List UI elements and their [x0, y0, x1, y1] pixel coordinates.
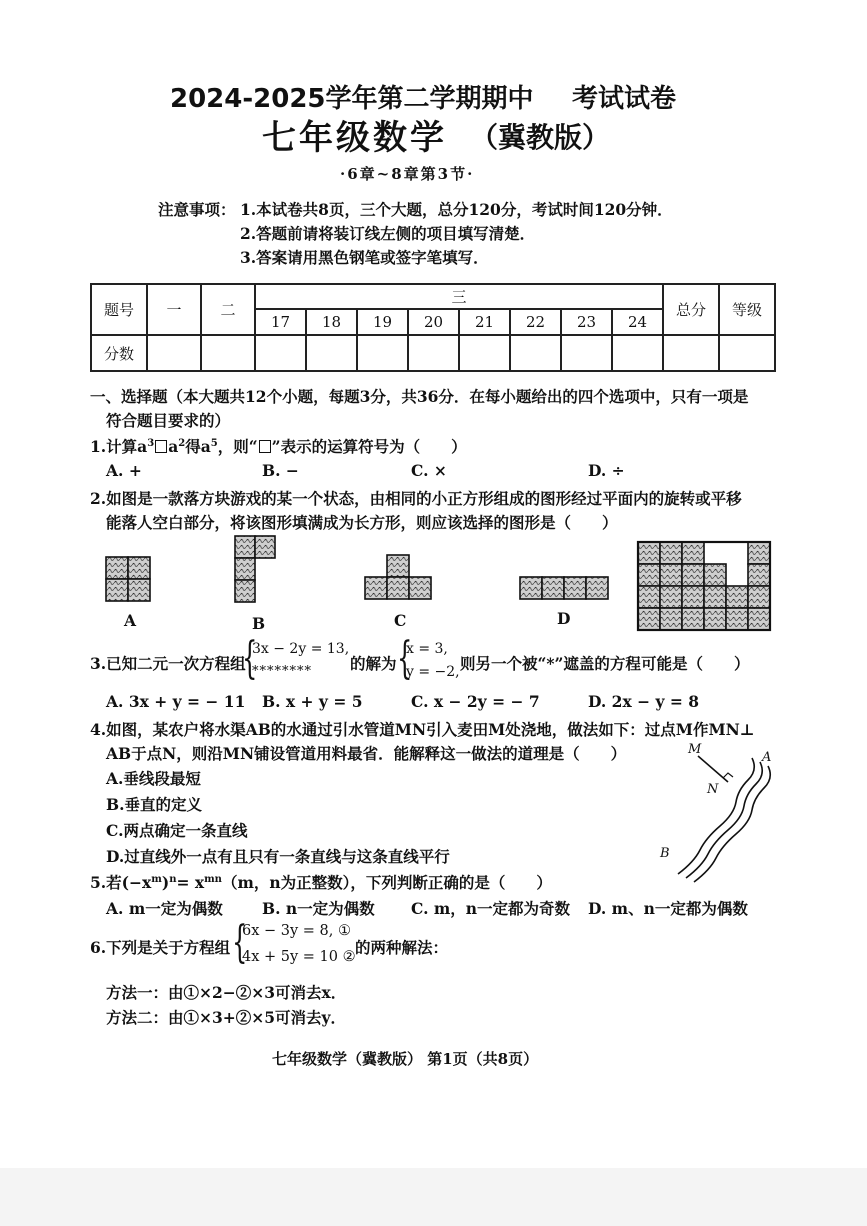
q5-option-b[interactable]: B. n一定为偶数: [262, 899, 375, 918]
col-q21: 21: [459, 309, 510, 335]
col-q23: 23: [561, 309, 612, 335]
shape-d-label: D: [557, 609, 571, 628]
q3-option-a[interactable]: A. 3x + y = − 11: [106, 692, 246, 711]
col-q20: 20: [408, 309, 459, 335]
score-cell[interactable]: [201, 335, 255, 371]
shape-a-label: A: [124, 611, 137, 630]
col-total: 总分: [663, 284, 719, 335]
notes-label: 注意事项：: [158, 200, 236, 219]
shape-d-figure[interactable]: [520, 577, 608, 599]
section1-title: 一、选择题（本大题共12个小题，每题3分，共36分．在每小题给出的四个选项中，只有一项是: [90, 387, 749, 406]
note-item-1: 1.本试卷共8页，三个大题，总分120分，考试时间120分钟．: [240, 200, 673, 219]
square-placeholder-icon: [155, 440, 167, 453]
q3-stem: 3.已知二元一次方程组: [90, 654, 246, 673]
exam-scope: ·6章~8章第3节·: [340, 165, 475, 183]
q4-option-a[interactable]: A.垂线段最短: [106, 769, 201, 788]
shape-b-figure[interactable]: [235, 536, 275, 602]
brace-icon: {: [242, 633, 258, 684]
score-cell[interactable]: [408, 335, 459, 371]
q4-option-b[interactable]: B.垂直的定义: [106, 795, 202, 814]
q1-stem: 1.计算$a^3$ $a^2$得$a^5$，则“ ”表示的运算符号为（ ）: [90, 437, 467, 456]
q2-figures: [90, 532, 790, 642]
q3-option-c[interactable]: C. x − 2y = − 7: [411, 692, 540, 711]
col-q18: 18: [306, 309, 357, 335]
q3-eq2-masked: ********: [252, 664, 312, 679]
exam-subject: 七年级数学: [262, 118, 447, 158]
bottom-margin: [0, 1168, 867, 1226]
row-label-score: 分数: [91, 335, 147, 371]
score-cell[interactable]: [719, 335, 775, 371]
q4-stem-line1: 4.如图，某农户将水渠AB的水通过引水管道MN引入麦田M处浇地，做法如下：过点M作MN⊥: [90, 720, 755, 739]
q6-eq2: 4x + 5y = 10 ②: [242, 949, 356, 965]
section1-title-cont: 符合题目要求的）: [106, 411, 231, 430]
q4-canal-figure: [640, 740, 800, 890]
score-cell[interactable]: [663, 335, 719, 371]
shape-c-label: C: [394, 611, 407, 630]
col-grade: 等级: [719, 284, 775, 335]
score-cell[interactable]: [612, 335, 663, 371]
q3-sol2: y = −2,: [406, 664, 460, 680]
shape-b-label: B: [252, 614, 266, 633]
q6-method2: 方法二：由①×3+②×5可消去y．: [106, 1008, 347, 1027]
fig-label-a: A: [762, 750, 772, 765]
game-board-figure: [638, 542, 770, 630]
q6-method1: 方法一：由①×2−②×3可消去x．: [106, 983, 347, 1002]
q3-option-d[interactable]: D. 2x − y = 8: [588, 692, 700, 711]
score-cell[interactable]: [459, 335, 510, 371]
col-part-one: 一: [147, 284, 201, 335]
row-label-question: 题号: [91, 284, 147, 335]
q5-option-a[interactable]: A. m一定为偶数: [106, 899, 223, 918]
q4-option-c[interactable]: C.两点确定一条直线: [106, 821, 248, 840]
col-part-three: 三: [255, 284, 663, 309]
q3-option-b[interactable]: B. x + y = 5: [262, 692, 363, 711]
q6-stem: 6.下列是关于方程组: [90, 938, 231, 957]
exam-title-line1: 2024-2025学年第二学期期中: [170, 84, 534, 114]
q1-option-a[interactable]: A. +: [106, 461, 142, 480]
page-footer: 七年级数学（冀教版） 第1页（共8页）: [272, 1050, 539, 1068]
note-item-2: 2.答题前请将装订线左侧的项目填写清楚．: [240, 224, 536, 243]
q4-stem-line2: AB于点N，则沿MN铺设管道用料最省．能解释这一做法的道理是（ ）: [106, 744, 627, 763]
exam-edition: （冀教版）: [470, 121, 611, 154]
col-q19: 19: [357, 309, 408, 335]
q6-eq1: 6x − 3y = 8, ①: [242, 923, 351, 939]
score-cell[interactable]: [147, 335, 201, 371]
square-placeholder-icon: [259, 440, 271, 453]
shape-a-figure[interactable]: [106, 557, 150, 601]
score-cell[interactable]: [561, 335, 612, 371]
q4-option-d[interactable]: D.过直线外一点有且只有一条直线与这条直线平行: [106, 847, 450, 866]
q5-stem: 5.若$(-x^m)^n= x^{mn}(m$，n为正整数），下列判断正确的是（ ）: [90, 873, 552, 892]
q1-option-c[interactable]: C. ×: [411, 461, 447, 480]
col-q22: 22: [510, 309, 561, 335]
q5-option-d[interactable]: D. m、n一定都为偶数: [588, 899, 748, 918]
q1-option-d[interactable]: D. ÷: [588, 461, 625, 480]
q6-tail: 的两种解法：: [355, 938, 449, 957]
shape-c-figure[interactable]: [365, 555, 431, 599]
exam-title-line1-suffix: 考试试卷: [572, 84, 677, 114]
note-item-3: 3.答案请用黑色钢笔或签字笔填写．: [240, 248, 489, 267]
score-cell[interactable]: [357, 335, 408, 371]
fig-label-n: N: [707, 782, 719, 797]
col-part-two: 二: [201, 284, 255, 335]
q3-eq1: 3x − 2y = 13,: [252, 641, 350, 657]
fig-label-m: M: [688, 742, 702, 757]
q2-stem-line1: 2.如图是一款落方块游戏的某一个状态，由相同的小正方形组成的图形经过平面内的旋转或平移: [90, 489, 742, 508]
score-table: [90, 283, 776, 372]
q1-option-b[interactable]: B. −: [262, 461, 299, 480]
score-cell[interactable]: [255, 335, 306, 371]
q2-stem-line2: 能落人空白部分，将该图形填满成为长方形，则应该选择的图形是（ ）: [106, 513, 618, 532]
q5-option-c[interactable]: C. m，n一定都为奇数: [411, 899, 571, 918]
col-q24: 24: [612, 309, 663, 335]
fig-label-b: B: [660, 846, 670, 861]
col-q17: 17: [255, 309, 306, 335]
brace-icon: {: [232, 917, 248, 968]
q3-sol1: x = 3,: [406, 641, 448, 657]
score-cell[interactable]: [510, 335, 561, 371]
score-cell[interactable]: [306, 335, 357, 371]
q3-mid: 的解为: [350, 654, 397, 673]
q3-tail: 则另一个被“*”遮盖的方程可能是（ ）: [460, 654, 750, 673]
brace-icon: {: [397, 633, 413, 684]
